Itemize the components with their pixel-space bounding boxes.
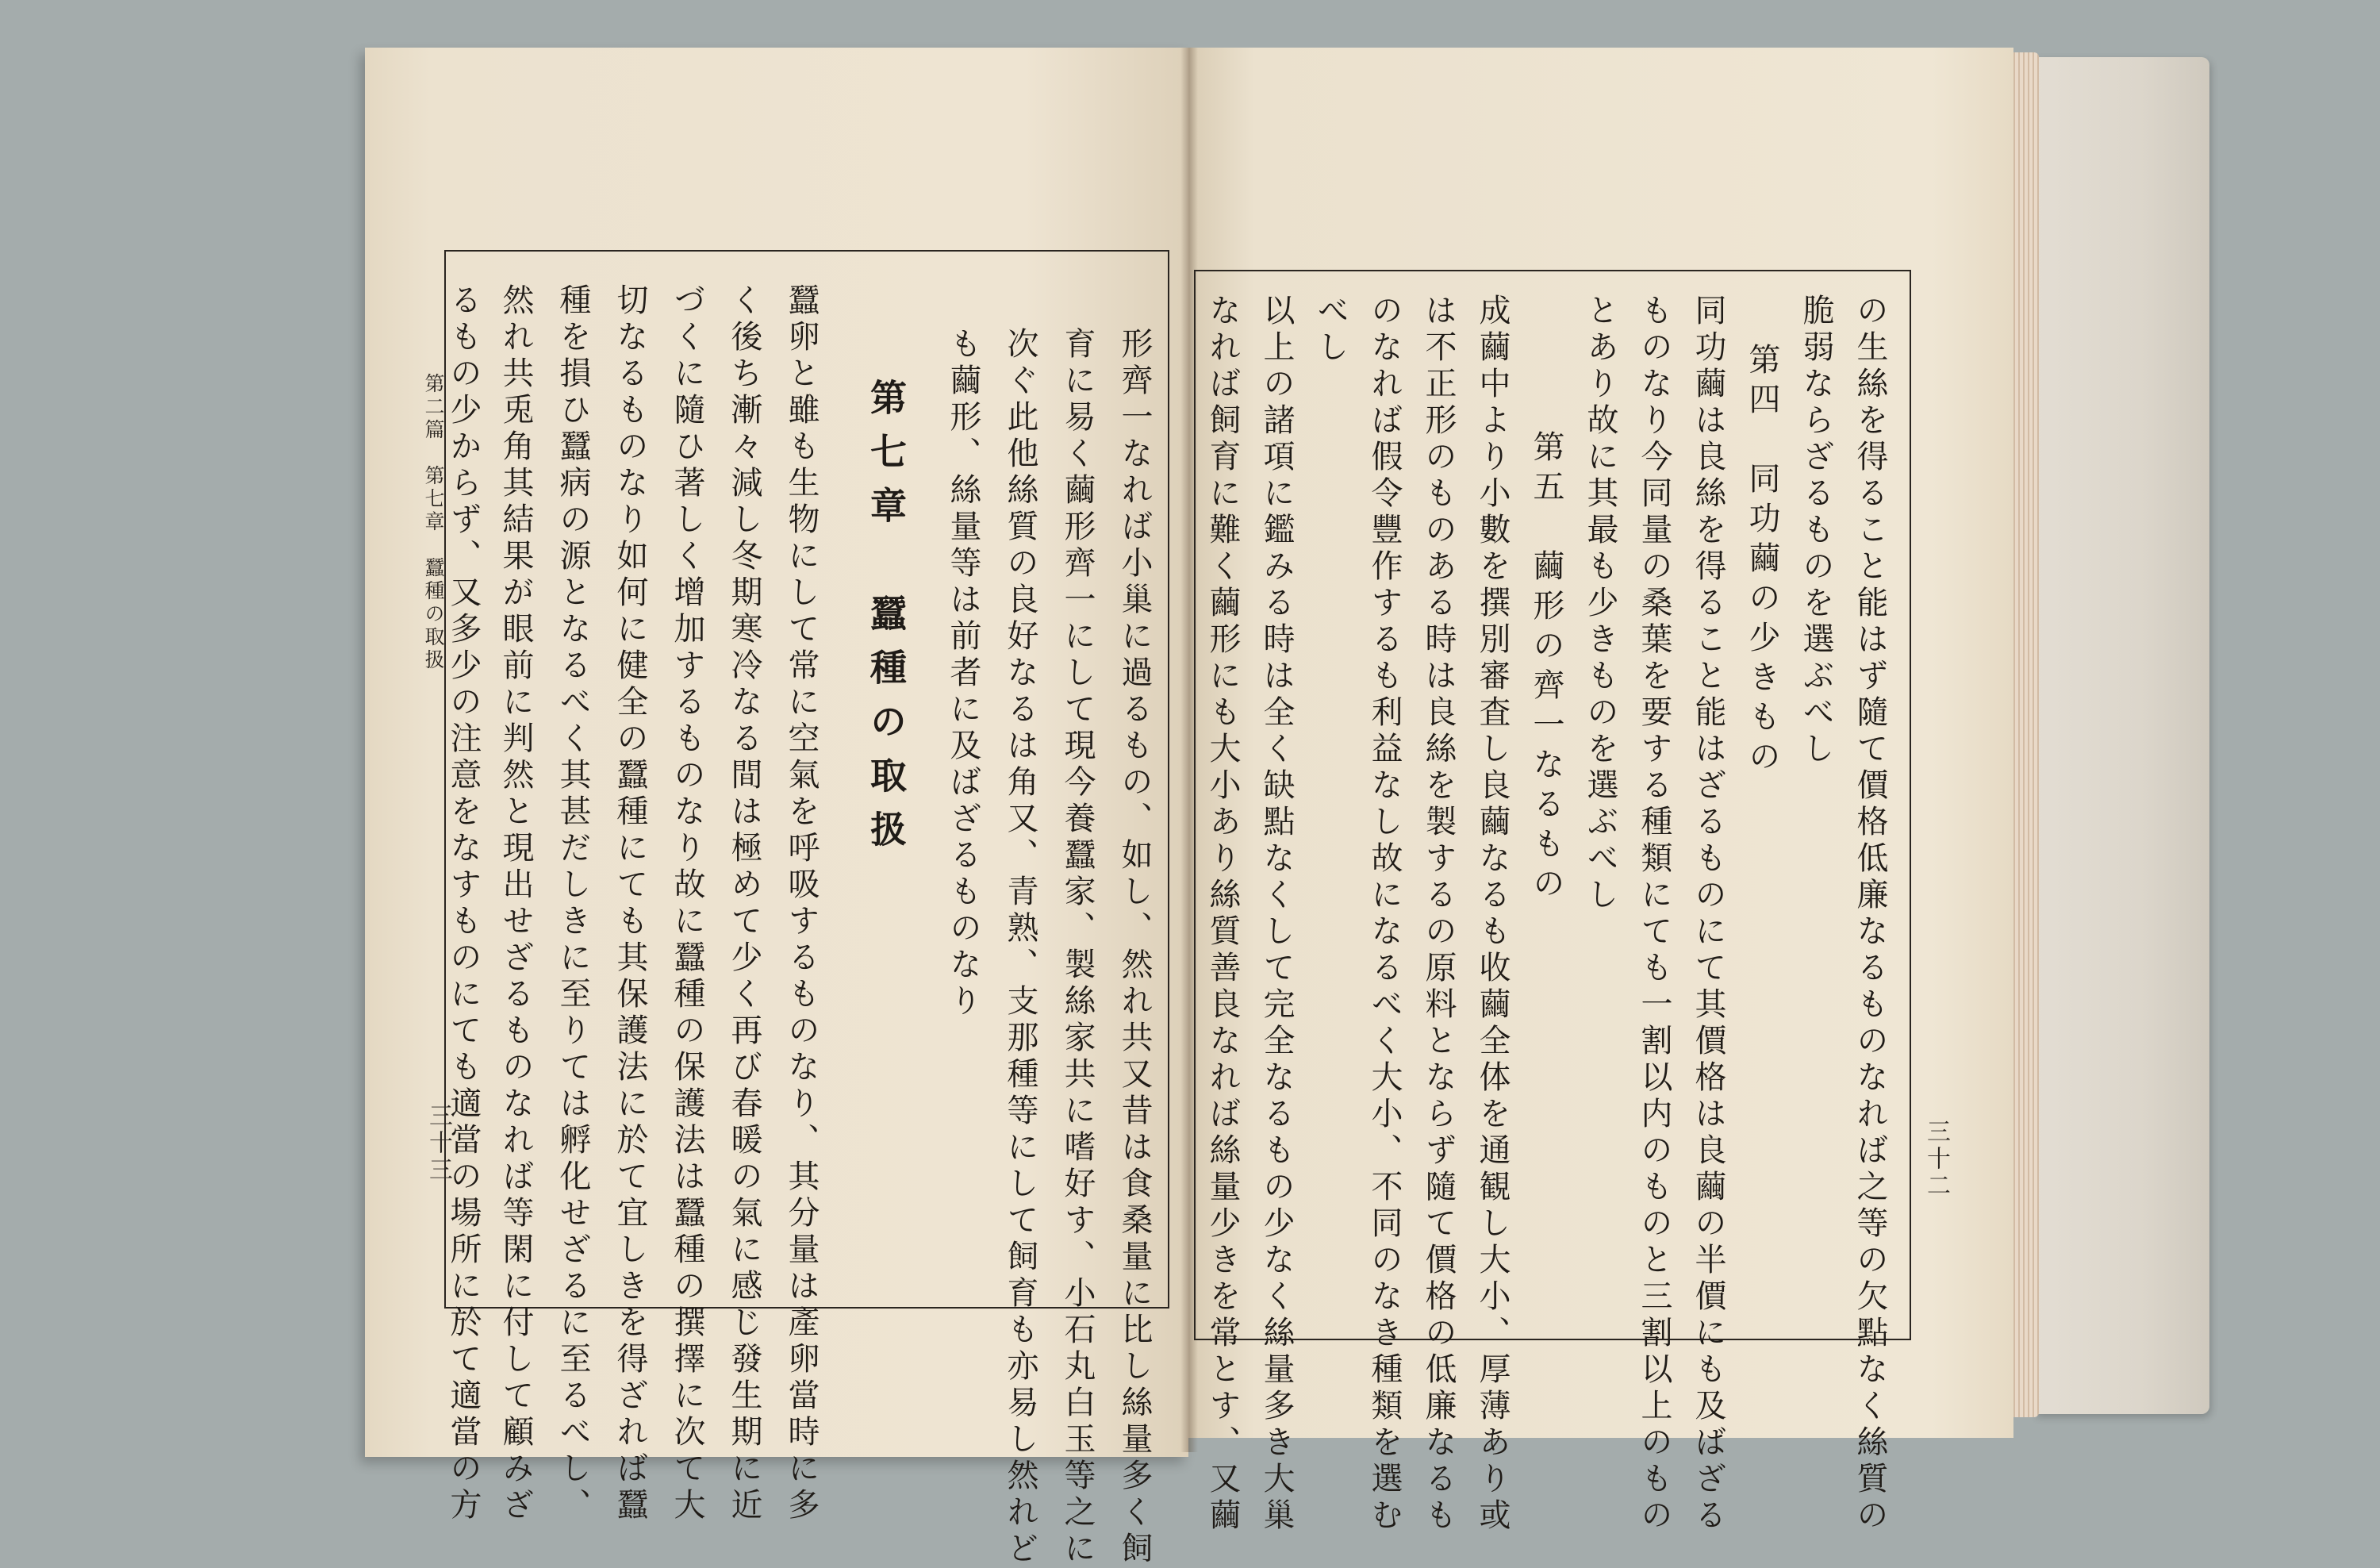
page-number-right: 三十二 [1922,1119,1950,1200]
text-column: 形齊一なれば小巢に過るもの、如し、然れ共又昔は食桑量に比し絲量多く飼 [1116,327,1153,1568]
text-column: 同功繭は良絲を得ること能はざるものにて其價格は良繭の半價にも及ばざる [1690,294,1726,1535]
under-cover [2035,57,2209,1414]
text-frame-left [444,250,1169,1568]
text-column: 切なるものなり如何に健全の蠶種にても其保護法に於て宜しきを得ざれば蠶 [612,283,648,1524]
text-column: 成繭中より小數を撰別審査し良繭なるも收繭全体を通観し大小、厚薄あり或 [1474,294,1511,1535]
text-column: のなれば假令豐作するも利益なし故になるべく大小、不同のなき種類を選む [1366,294,1403,1535]
text-column: 以上の諸項に鑑みる時は全く缺點なくして完全なるもの少なく絲量多き大巢 [1258,294,1295,1535]
text-column: ものなり今同量の桑葉を要する種類にても一割以内のものと三割以上のもの [1636,294,1672,1535]
chapter-heading: 第七章 蠶種の取扱 [865,379,908,864]
text-column: 脆弱ならざるものを選ぶべし [1798,294,1834,768]
text-column: 育に易く繭形齊一にして現今養蠶家、製絲家共に嗜好す、小石丸白玉等之に [1059,327,1096,1568]
text-column: なれば飼育に難く繭形にも大小あり絲質善良なれば絲量少きを常とす、又繭 [1204,294,1241,1535]
text-column: づくに隨ひ著しく增加するものなり故に蠶種の保護法は蠶種の撰擇に次て大 [669,283,705,1524]
text-column: は不正形のものある時は良絲を製するの原料とならず隨て價格の低廉なるも [1420,294,1457,1535]
text-column: く後ち漸々減し冬期寒冷なる間は極めて少く再び春暖の氣に感じ發生期に近 [726,283,762,1524]
text-column: 蠶卵と雖も生物にして常に空氣を呼吸するものなり、其分量は產卵當時に多 [783,283,820,1524]
text-frame-right [1194,270,1911,1535]
text-column: 種を損ひ蠶病の源となるべく其甚だしきに至りては孵化せざるに至るべし、 [555,283,591,1524]
text-column: も繭形、絲量等は前者に及ばざるものなり [945,327,981,1020]
running-head: 第二篇 第七章 蠶種の取扱 [422,373,445,672]
text-column: 次ぐ此他絲質の良好なるは角又、青熟、支那種等にして飼育も亦易し然れど [1002,327,1038,1568]
section-subheading: 第五 繭形の齊一なるもの [1528,430,1564,906]
section-subheading: 第四 同功繭の少きもの [1744,343,1780,779]
text-column: とあり故に其最も少きものを選ぶべし [1582,294,1618,914]
page-number-left: 三十三 [424,1103,452,1184]
text-column: るもの少からず、又多少の注意をなすものにても適當の場所に於て適當の方 [445,283,482,1524]
text-column: べし [1312,294,1349,367]
text-column: 然れ共兎角其結果が眼前に判然と現出せざるものなれば等閑に付して顧みざ [497,283,534,1524]
text-column: の生絲を得ること能はず隨て價格低廉なるものなれば之等の欠點なく絲質の [1852,294,1888,1535]
